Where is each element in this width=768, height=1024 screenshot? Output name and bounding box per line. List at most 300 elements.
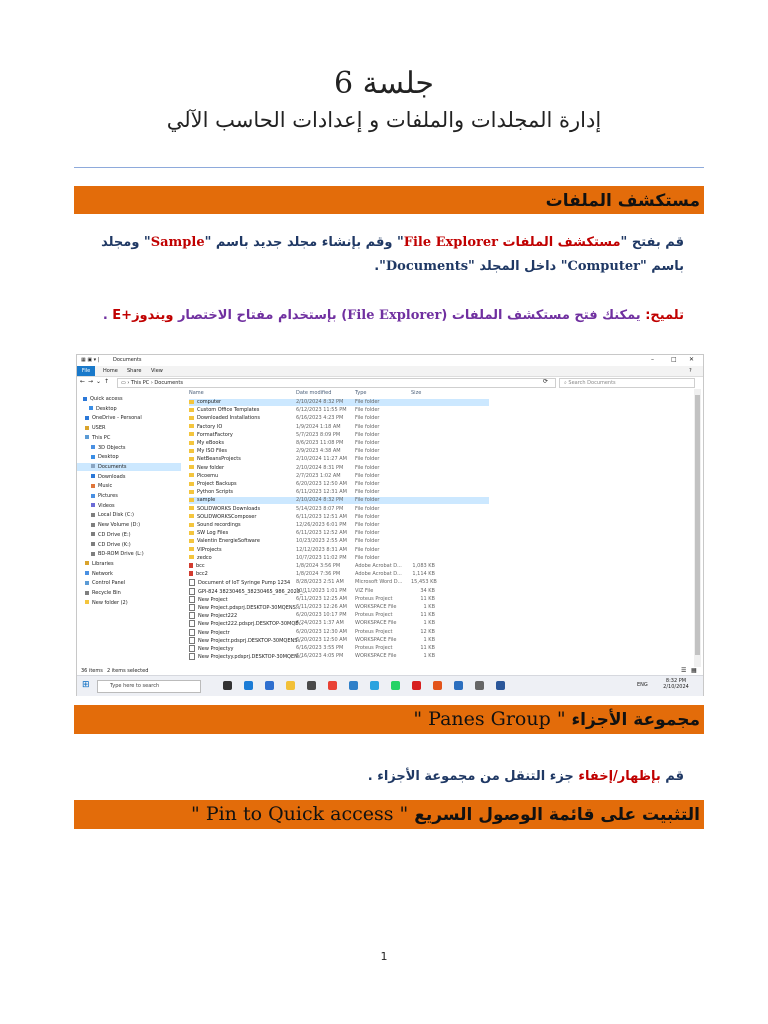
nav-item-icon — [85, 435, 89, 439]
nav-item-icon — [91, 552, 95, 556]
folder-icon — [189, 457, 194, 461]
nav-item-icon — [85, 416, 89, 420]
file-date: 2/10/2024 8:31 PM — [296, 464, 344, 471]
heading-arabic: التثبيت على قائمة الوصول السريع — [414, 805, 700, 825]
file-name-cell — [189, 522, 293, 529]
nav-item-label: Music — [98, 483, 113, 490]
file-row[interactable] — [189, 489, 489, 496]
file-name-cell — [189, 596, 293, 604]
file-type: File folder — [355, 530, 380, 537]
nav-item-icon — [89, 406, 93, 410]
file-type: File folder — [355, 399, 380, 405]
edge-icon[interactable] — [244, 681, 253, 690]
file-row[interactable] — [189, 448, 489, 455]
section-heading-pin-quick-access — [191, 803, 700, 825]
nav-item-label: CD Drive (E:) — [98, 531, 131, 538]
store-icon[interactable] — [307, 681, 316, 690]
folder-icon — [189, 506, 194, 510]
nav-item[interactable] — [77, 444, 181, 452]
nav-item-icon — [91, 455, 95, 459]
file-name: My ISO Files — [197, 448, 228, 455]
file-date: 5/7/2023 8:09 PM — [296, 431, 341, 438]
nav-item-icon — [91, 445, 95, 449]
windows-taskbar — [77, 675, 703, 696]
file-row[interactable] — [189, 407, 489, 414]
file-row[interactable] — [189, 637, 489, 644]
recent-dropdown-icon[interactable]: ⌄ — [96, 378, 102, 385]
office-icon[interactable] — [433, 681, 442, 690]
file-row[interactable] — [189, 522, 489, 529]
text-run: جزء التنقل من مجموعة الأجزاء . — [367, 769, 579, 784]
folder-icon — [189, 473, 194, 477]
file-type: File folder — [355, 415, 380, 422]
file-row[interactable] — [189, 579, 489, 586]
file-date: 12/26/2023 6:01 PM — [296, 522, 347, 528]
nav-item[interactable] — [77, 570, 181, 578]
file-row[interactable] — [189, 653, 489, 660]
file-name: Sound recordings — [197, 522, 241, 528]
nav-item[interactable] — [77, 414, 181, 422]
nav-item-label: CD Drive (K:) — [98, 541, 131, 548]
nav-item-label: BD-ROM Drive (L:) — [98, 551, 144, 558]
file-name-cell — [189, 432, 293, 439]
nav-item-label: Network — [92, 570, 113, 577]
file-date: 6/11/2023 12:26 AM — [296, 604, 347, 610]
nav-item-label: Recycle Bin — [92, 590, 121, 596]
file-date: 10/23/2023 2:55 AM — [296, 538, 347, 545]
refresh-icon[interactable]: ⟳ — [543, 378, 549, 385]
file-date: 2/9/2023 4:38 AM — [296, 448, 341, 455]
heading-english: " Panes Group " — [413, 708, 566, 730]
file-type: File folder — [355, 472, 380, 479]
file-date: 6/12/2023 11:55 PM — [296, 407, 347, 414]
file-type: File folder — [355, 554, 380, 561]
file-name-cell — [189, 547, 293, 554]
file-row[interactable] — [189, 612, 489, 619]
telegram-icon[interactable] — [370, 681, 379, 690]
status-bar — [77, 667, 703, 675]
file-type: Adobe Acrobat D... — [355, 563, 402, 569]
nav-item[interactable] — [77, 395, 181, 403]
file-row[interactable] — [189, 424, 489, 431]
nav-item-label: USER — [92, 425, 106, 432]
close-icon[interactable]: ✕ — [689, 356, 695, 363]
text-run: Documents — [385, 259, 469, 274]
file-row[interactable] — [189, 645, 489, 652]
file-name: FormatFactory — [197, 431, 233, 438]
minimize-icon[interactable]: – — [651, 356, 654, 363]
file-name: Factory IO — [197, 423, 223, 430]
file-type: File folder — [355, 423, 380, 430]
file-row[interactable] — [189, 440, 489, 447]
file-type: File folder — [355, 546, 380, 553]
file-date: 6/20/2023 10:17 PM — [296, 612, 347, 619]
folder-icon — [189, 416, 194, 420]
navigation-pane — [77, 389, 181, 667]
file-icon — [189, 620, 195, 627]
file-date: 10/7/2023 11:02 PM — [296, 554, 347, 561]
folder-icon — [189, 400, 194, 404]
file-name: bcc — [196, 563, 205, 569]
file-name-cell — [189, 538, 293, 545]
file-row[interactable] — [189, 547, 489, 554]
section-heading-file-explorer: مستكشف الملفات — [545, 191, 700, 211]
file-size: 1 KB — [423, 636, 435, 643]
breadcrumb-this-pc[interactable]: This PC — [130, 380, 150, 386]
file-explorer-screenshot — [76, 354, 704, 696]
up-arrow-icon[interactable]: ↑ — [104, 378, 110, 385]
pdf-icon — [189, 563, 193, 568]
pdf-icon — [189, 571, 193, 576]
nav-item[interactable] — [77, 502, 181, 510]
nav-item-label: Local Disk (C:) — [98, 512, 134, 519]
nav-item[interactable] — [77, 579, 181, 587]
nav-item[interactable] — [77, 463, 181, 471]
file-row[interactable] — [189, 538, 489, 545]
file-date: 6/11/2023 12:51 AM — [296, 513, 347, 520]
nav-item[interactable] — [77, 599, 181, 607]
file-type: Adobe Acrobat D... — [355, 571, 402, 578]
file-icon — [189, 596, 195, 603]
nav-item[interactable] — [77, 550, 181, 558]
file-row[interactable] — [189, 506, 489, 513]
window-titlebar — [77, 355, 703, 366]
nav-item-label: New Volume (D:) — [98, 522, 141, 529]
taskbar-language[interactable]: ENG — [637, 682, 648, 688]
file-name-cell — [189, 497, 293, 504]
text-run: File Explorer — [403, 235, 498, 250]
file-name: New Project — [198, 596, 228, 603]
column-header-type[interactable]: Type — [355, 390, 367, 396]
file-name-cell — [189, 604, 301, 612]
file-date: 1/8/2024 3:56 PM — [296, 563, 341, 569]
nav-item[interactable] — [77, 521, 181, 529]
file-name-cell — [189, 612, 293, 620]
nav-item-icon — [85, 426, 89, 430]
file-row[interactable] — [189, 596, 489, 603]
tip-paragraph — [82, 304, 684, 328]
nav-item-label: Pictures — [98, 493, 118, 499]
file-row[interactable] — [189, 399, 489, 406]
file-row[interactable] — [189, 497, 489, 504]
file-name-cell — [189, 555, 293, 562]
text-run: ويندوز+E — [112, 308, 174, 323]
folder-icon — [189, 555, 194, 559]
mail-icon[interactable] — [265, 681, 274, 690]
file-name-cell — [189, 415, 293, 422]
taskbar-search-text: Type here to search — [110, 683, 160, 689]
file-date: 6/20/2023 12:50 AM — [296, 636, 347, 643]
file-type: File folder — [355, 448, 380, 455]
acrobat-icon[interactable] — [412, 681, 421, 690]
nav-item[interactable] — [77, 473, 181, 481]
file-row[interactable] — [189, 481, 489, 488]
file-row[interactable] — [189, 456, 489, 463]
vertical-scrollbar[interactable] — [694, 389, 701, 667]
file-row[interactable] — [189, 530, 489, 537]
nav-item[interactable] — [77, 434, 181, 442]
item-count: 36 items — [81, 668, 103, 674]
ribbon-tab-share[interactable]: Share — [127, 368, 142, 374]
file-name: SW Log Files — [197, 530, 229, 537]
file-date: 6/20/2023 12:50 AM — [296, 481, 347, 487]
file-name-cell — [189, 637, 303, 645]
file-name: SOLIDWORKS Downloads — [197, 505, 261, 512]
text-run: Sample — [150, 235, 205, 250]
file-date: 2/10/2024 11:27 AM — [296, 456, 347, 463]
title-divider — [74, 167, 704, 168]
vscode-icon[interactable] — [349, 681, 358, 690]
text-run: " وقم بإنشاء مجلد جديد باسم " — [204, 235, 404, 250]
file-name: NetBeansProjects — [197, 456, 241, 463]
selected-count: 2 items selected — [107, 668, 149, 674]
nav-item-icon — [85, 571, 89, 575]
file-type: Proteus Project — [355, 628, 393, 635]
help-icon[interactable]: ? — [689, 368, 692, 374]
nav-item-label: 3D Objects — [98, 444, 126, 451]
nav-item-label: Libraries — [92, 560, 114, 567]
address-bar[interactable] — [117, 378, 556, 388]
file-size: 11 KB — [420, 645, 435, 651]
nav-item[interactable] — [77, 560, 181, 568]
folder-icon — [189, 424, 194, 428]
nav-item-label: Downloads — [98, 473, 126, 480]
quick-access-toolbar-icon[interactable]: ▦ ▣ ▾ | — [81, 357, 100, 363]
ribbon-tab-view[interactable]: View — [151, 368, 163, 374]
file-date: 5/14/2023 8:07 PM — [296, 505, 344, 512]
window-title: Documents — [113, 357, 142, 363]
file-row[interactable] — [189, 514, 489, 521]
file-type: Microsoft Word D... — [355, 579, 403, 586]
file-date: 8/28/2023 2:51 AM — [296, 579, 344, 586]
nav-item[interactable] — [77, 492, 181, 500]
nav-item-label: This PC — [92, 434, 111, 441]
nav-item[interactable] — [77, 531, 181, 539]
text-run: ". — [374, 259, 386, 274]
nav-item[interactable] — [77, 405, 181, 413]
nav-item-icon — [85, 561, 89, 565]
file-date: 10/11/2023 1:01 PM — [296, 587, 347, 594]
nav-item-label: Quick access — [90, 396, 123, 402]
nav-item-icon — [85, 581, 89, 585]
nav-item[interactable] — [77, 511, 181, 519]
file-icon — [189, 604, 195, 611]
breadcrumb-documents[interactable]: Documents — [154, 380, 183, 386]
file-row[interactable] — [189, 555, 489, 562]
folder-icon — [189, 514, 194, 518]
ribbon-tab-file[interactable]: File — [77, 366, 95, 376]
nav-item-label: Documents — [98, 463, 127, 470]
nav-item-icon — [91, 494, 95, 498]
file-icon — [189, 629, 195, 636]
file-name: New Project222 — [198, 613, 238, 620]
text-run: مستكشف الملفات — [497, 235, 621, 250]
file-name: Picoemu — [197, 472, 219, 479]
nav-item-icon — [91, 532, 95, 536]
nav-item-icon — [91, 484, 95, 488]
nav-item-icon — [91, 474, 95, 478]
chrome-icon[interactable] — [328, 681, 337, 690]
file-name: Downloaded Installations — [197, 415, 260, 422]
file-name: New Project.pdsprj.DESKTOP-30MQENS... — [198, 605, 301, 611]
file-type: WORKSPACE File — [355, 604, 397, 610]
taskbar-date: 2/10/2024 — [663, 684, 689, 690]
settings-icon[interactable] — [475, 681, 484, 690]
file-name: New Projectr — [198, 629, 230, 636]
nav-item-icon — [85, 600, 89, 604]
file-name-cell — [189, 530, 293, 537]
file-name-cell — [189, 579, 293, 587]
text-run: " ومجلد باسم " — [101, 235, 684, 274]
file-icon — [189, 653, 195, 660]
nav-item-icon — [91, 464, 95, 468]
page-number: 1 — [380, 950, 388, 963]
nav-item-label: Desktop — [98, 454, 119, 461]
column-header-size[interactable]: Size — [411, 390, 422, 396]
page-subtitle: إدارة المجلدات والملفات و إعدادات الحاسب الآلي — [166, 108, 602, 132]
nav-item-label: Control Panel — [92, 580, 126, 587]
file-row[interactable] — [189, 473, 489, 480]
file-list — [189, 389, 689, 667]
text-run: قم بفتح " — [620, 235, 684, 250]
file-name-cell — [189, 620, 304, 628]
text-run: ) بإستخدام مفتاح الاختصار — [173, 308, 348, 323]
explorer-icon[interactable] — [286, 681, 295, 690]
word-icon[interactable] — [496, 681, 505, 690]
file-icon — [189, 637, 195, 644]
file-name: bcc2 — [196, 571, 208, 578]
nav-item-icon — [91, 523, 95, 527]
file-name: computer — [197, 399, 222, 405]
file-name-cell — [189, 399, 293, 406]
taskbar-time: 8:32 PM — [665, 678, 687, 684]
column-header-date[interactable]: Date modified — [296, 390, 332, 396]
search-placeholder: Search Documents — [568, 380, 616, 386]
file-date: 8/6/2023 11:08 PM — [296, 440, 344, 446]
details-view-icon[interactable]: ☰ — [681, 667, 687, 674]
file-name: Document of IoT Syringe Pump 1234 — [198, 580, 291, 587]
file-name: GPI-824 38230465_38230465_986_2023_... — [198, 588, 308, 595]
file-name: VIProjects — [197, 546, 222, 553]
taskbar-search[interactable] — [97, 680, 201, 693]
task-view-icon[interactable] — [223, 681, 232, 690]
file-size: 1,083 KB — [412, 563, 435, 569]
file-type: File folder — [355, 497, 380, 504]
folder-icon — [189, 523, 194, 527]
file-name: New Project222.pdsprj.DESKTOP-30MQE... — [198, 621, 304, 628]
forward-arrow-icon[interactable]: → — [88, 378, 94, 385]
folder-icon — [189, 547, 194, 551]
section-bar-pin-quick-access — [74, 800, 704, 829]
nav-item[interactable] — [77, 453, 181, 461]
file-name-cell — [189, 514, 293, 521]
file-row[interactable] — [189, 432, 489, 439]
file-name-cell — [189, 629, 293, 637]
file-type: File folder — [355, 431, 380, 438]
heading-arabic: مجموعة الأجزاء — [571, 710, 700, 730]
file-type: File folder — [355, 464, 380, 471]
taskbar-clock[interactable] — [661, 678, 691, 690]
heading-english: " Pin to Quick access " — [191, 803, 409, 825]
file-type: File folder — [355, 522, 380, 528]
file-row[interactable] — [189, 588, 489, 595]
large-icons-view-icon[interactable]: ▦ — [691, 667, 697, 674]
file-name-cell — [189, 506, 293, 513]
file-type: WORKSPACE File — [355, 653, 397, 660]
file-name: New Projectyy — [198, 646, 234, 652]
search-input[interactable] — [559, 378, 695, 388]
file-icon — [189, 579, 195, 586]
nav-item-label: New folder (2) — [92, 599, 128, 606]
nav-item-icon — [91, 503, 95, 507]
ribbon-tab-home[interactable]: Home — [103, 368, 118, 374]
file-row[interactable] — [189, 604, 489, 611]
file-type: File folder — [355, 513, 380, 520]
file-name: SOLIDWORKSComposer — [197, 513, 257, 520]
nav-item[interactable] — [77, 541, 181, 549]
file-size: 15,453 KB — [411, 579, 437, 586]
file-type: File folder — [355, 538, 380, 545]
whatsapp-icon[interactable] — [391, 681, 400, 690]
file-type: Proteus Project — [355, 612, 393, 619]
file-date: 6/16/2023 4:05 PM — [296, 653, 344, 660]
file-name: New folder — [197, 464, 225, 471]
text-run: Computer — [567, 259, 640, 274]
nav-item-icon — [91, 513, 95, 517]
maximize-icon[interactable]: □ — [671, 356, 677, 363]
file-name-cell — [189, 481, 293, 488]
tip-label: تلميح: — [645, 308, 684, 323]
file-date: 6/20/2023 12:30 AM — [296, 628, 347, 635]
back-arrow-icon[interactable]: ← — [80, 378, 86, 385]
scrollbar-thumb[interactable] — [695, 395, 700, 655]
file-row[interactable] — [189, 571, 489, 578]
file-name-cell — [189, 653, 303, 661]
file-name-cell — [189, 407, 293, 414]
file-row[interactable] — [189, 465, 489, 472]
nav-item[interactable] — [77, 424, 181, 432]
file-date: 2/10/2024 8:32 PM — [296, 399, 344, 405]
file-name: New Projectyy.pdsprj.DESKTOP-30MQEN... — [198, 654, 303, 661]
panes-paragraph — [82, 765, 684, 789]
file-type: File folder — [355, 440, 380, 446]
file-type: VIZ File — [355, 587, 374, 594]
file-name-cell — [189, 448, 293, 455]
nav-item[interactable] — [77, 482, 181, 490]
nav-item-icon — [83, 397, 87, 401]
files-icon[interactable] — [454, 681, 463, 690]
folder-icon — [189, 449, 194, 453]
file-size: 1 KB — [423, 653, 435, 660]
file-row[interactable] — [189, 563, 489, 570]
file-size: 11 KB — [420, 595, 435, 602]
file-row[interactable] — [189, 620, 489, 627]
column-header-name[interactable]: Name — [189, 390, 204, 396]
file-name-cell — [189, 465, 293, 472]
address-row — [77, 377, 703, 387]
file-row[interactable] — [189, 415, 489, 422]
windows-start-icon[interactable]: ⊞ — [82, 680, 90, 690]
text-run: قم — [660, 769, 684, 784]
file-size: 34 KB — [420, 587, 435, 594]
file-type: File folder — [355, 456, 380, 463]
nav-item[interactable] — [77, 589, 181, 597]
file-type: Proteus Project — [355, 645, 393, 651]
file-name-cell — [189, 456, 293, 463]
file-row[interactable] — [189, 629, 489, 636]
file-name: Project Backups — [197, 481, 237, 487]
nav-item-label: Videos — [98, 502, 115, 509]
